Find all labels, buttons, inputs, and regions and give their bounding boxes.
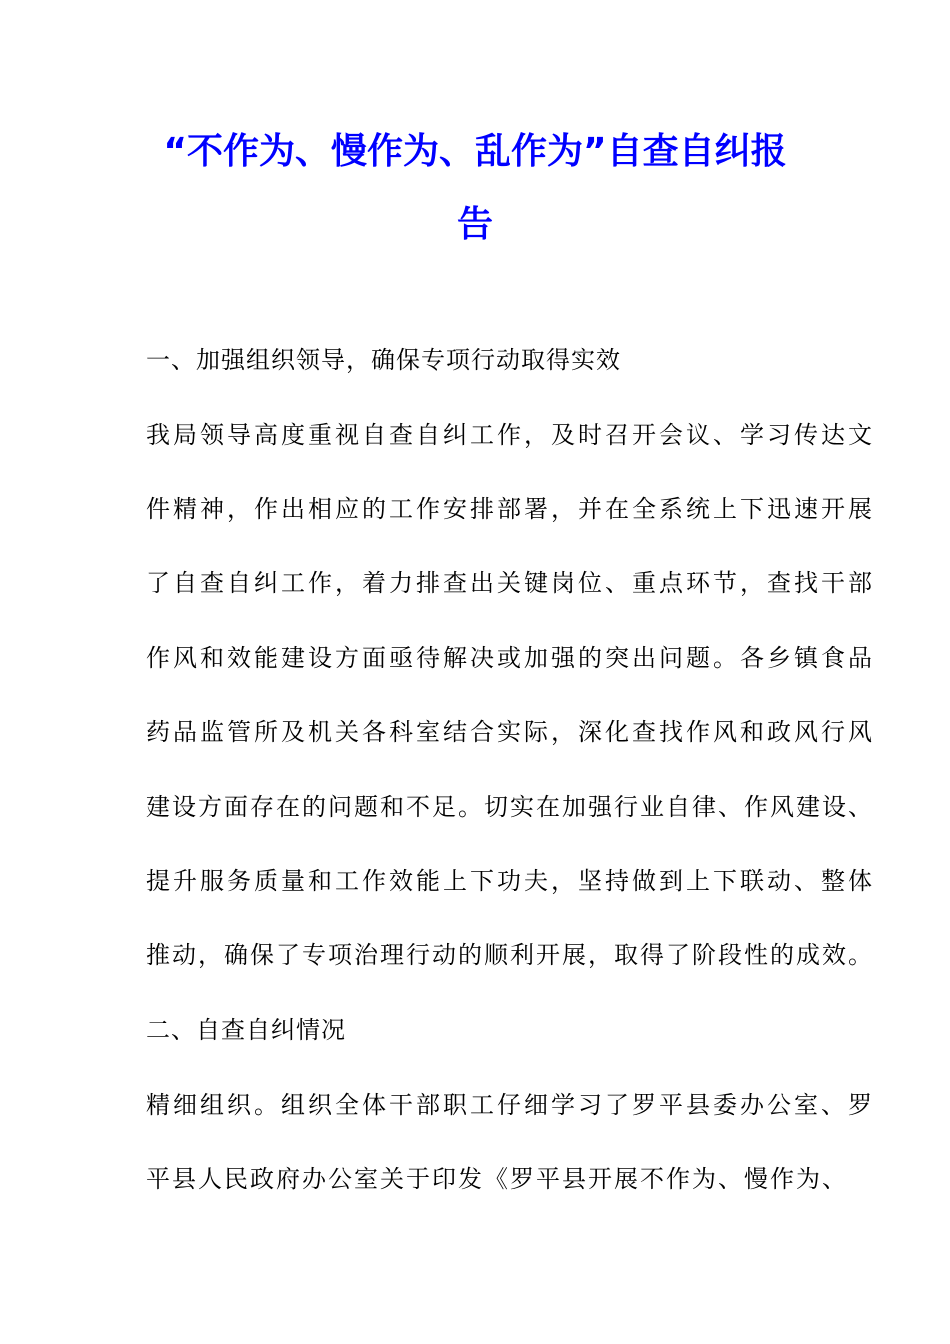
paragraph-line: 了自查自纠工作，着力排查出关键岗位、重点环节，查找干部 [146,569,875,597]
paragraph-line: 平县人民政府办公室关于印发《罗平县开展不作为、慢作为、 [146,1165,848,1193]
document-title-line-2: 告 [456,204,493,245]
paragraph-line: 建设方面存在的问题和不足。切实在加强行业自律、作风建设、 [146,793,874,821]
paragraph-line: 作风和效能建设方面亟待解决或加强的突出问题。各乡镇食品 [146,644,875,672]
section-heading-2: 二、自查自纠情况 [146,1016,346,1044]
paragraph-line: 件精神，作出相应的工作安排部署，并在全系统上下迅速开展 [146,495,875,523]
paragraph-line: 药品监管所及机关各科室结合实际，深化查找作风和政风行风 [146,718,875,746]
document-title-line-1: “不作为、慢作为、乱作为”自查自纠报 [163,131,787,172]
section-heading-1: 一、加强组织领导，确保专项行动取得实效 [146,346,621,374]
paragraph-line: 提升服务质量和工作效能上下功夫，坚持做到上下联动、整体 [146,867,875,895]
paragraph-line: 精细组织。组织全体干部职工仔细学习了罗平县委办公室、罗 [146,1091,875,1119]
paragraph-line: 推动，确保了专项治理行动的顺利开展，取得了阶段性的成效。 [146,941,874,969]
paragraph-line: 我局领导高度重视自查自纠工作，及时召开会议、学习传达文 [146,421,875,449]
